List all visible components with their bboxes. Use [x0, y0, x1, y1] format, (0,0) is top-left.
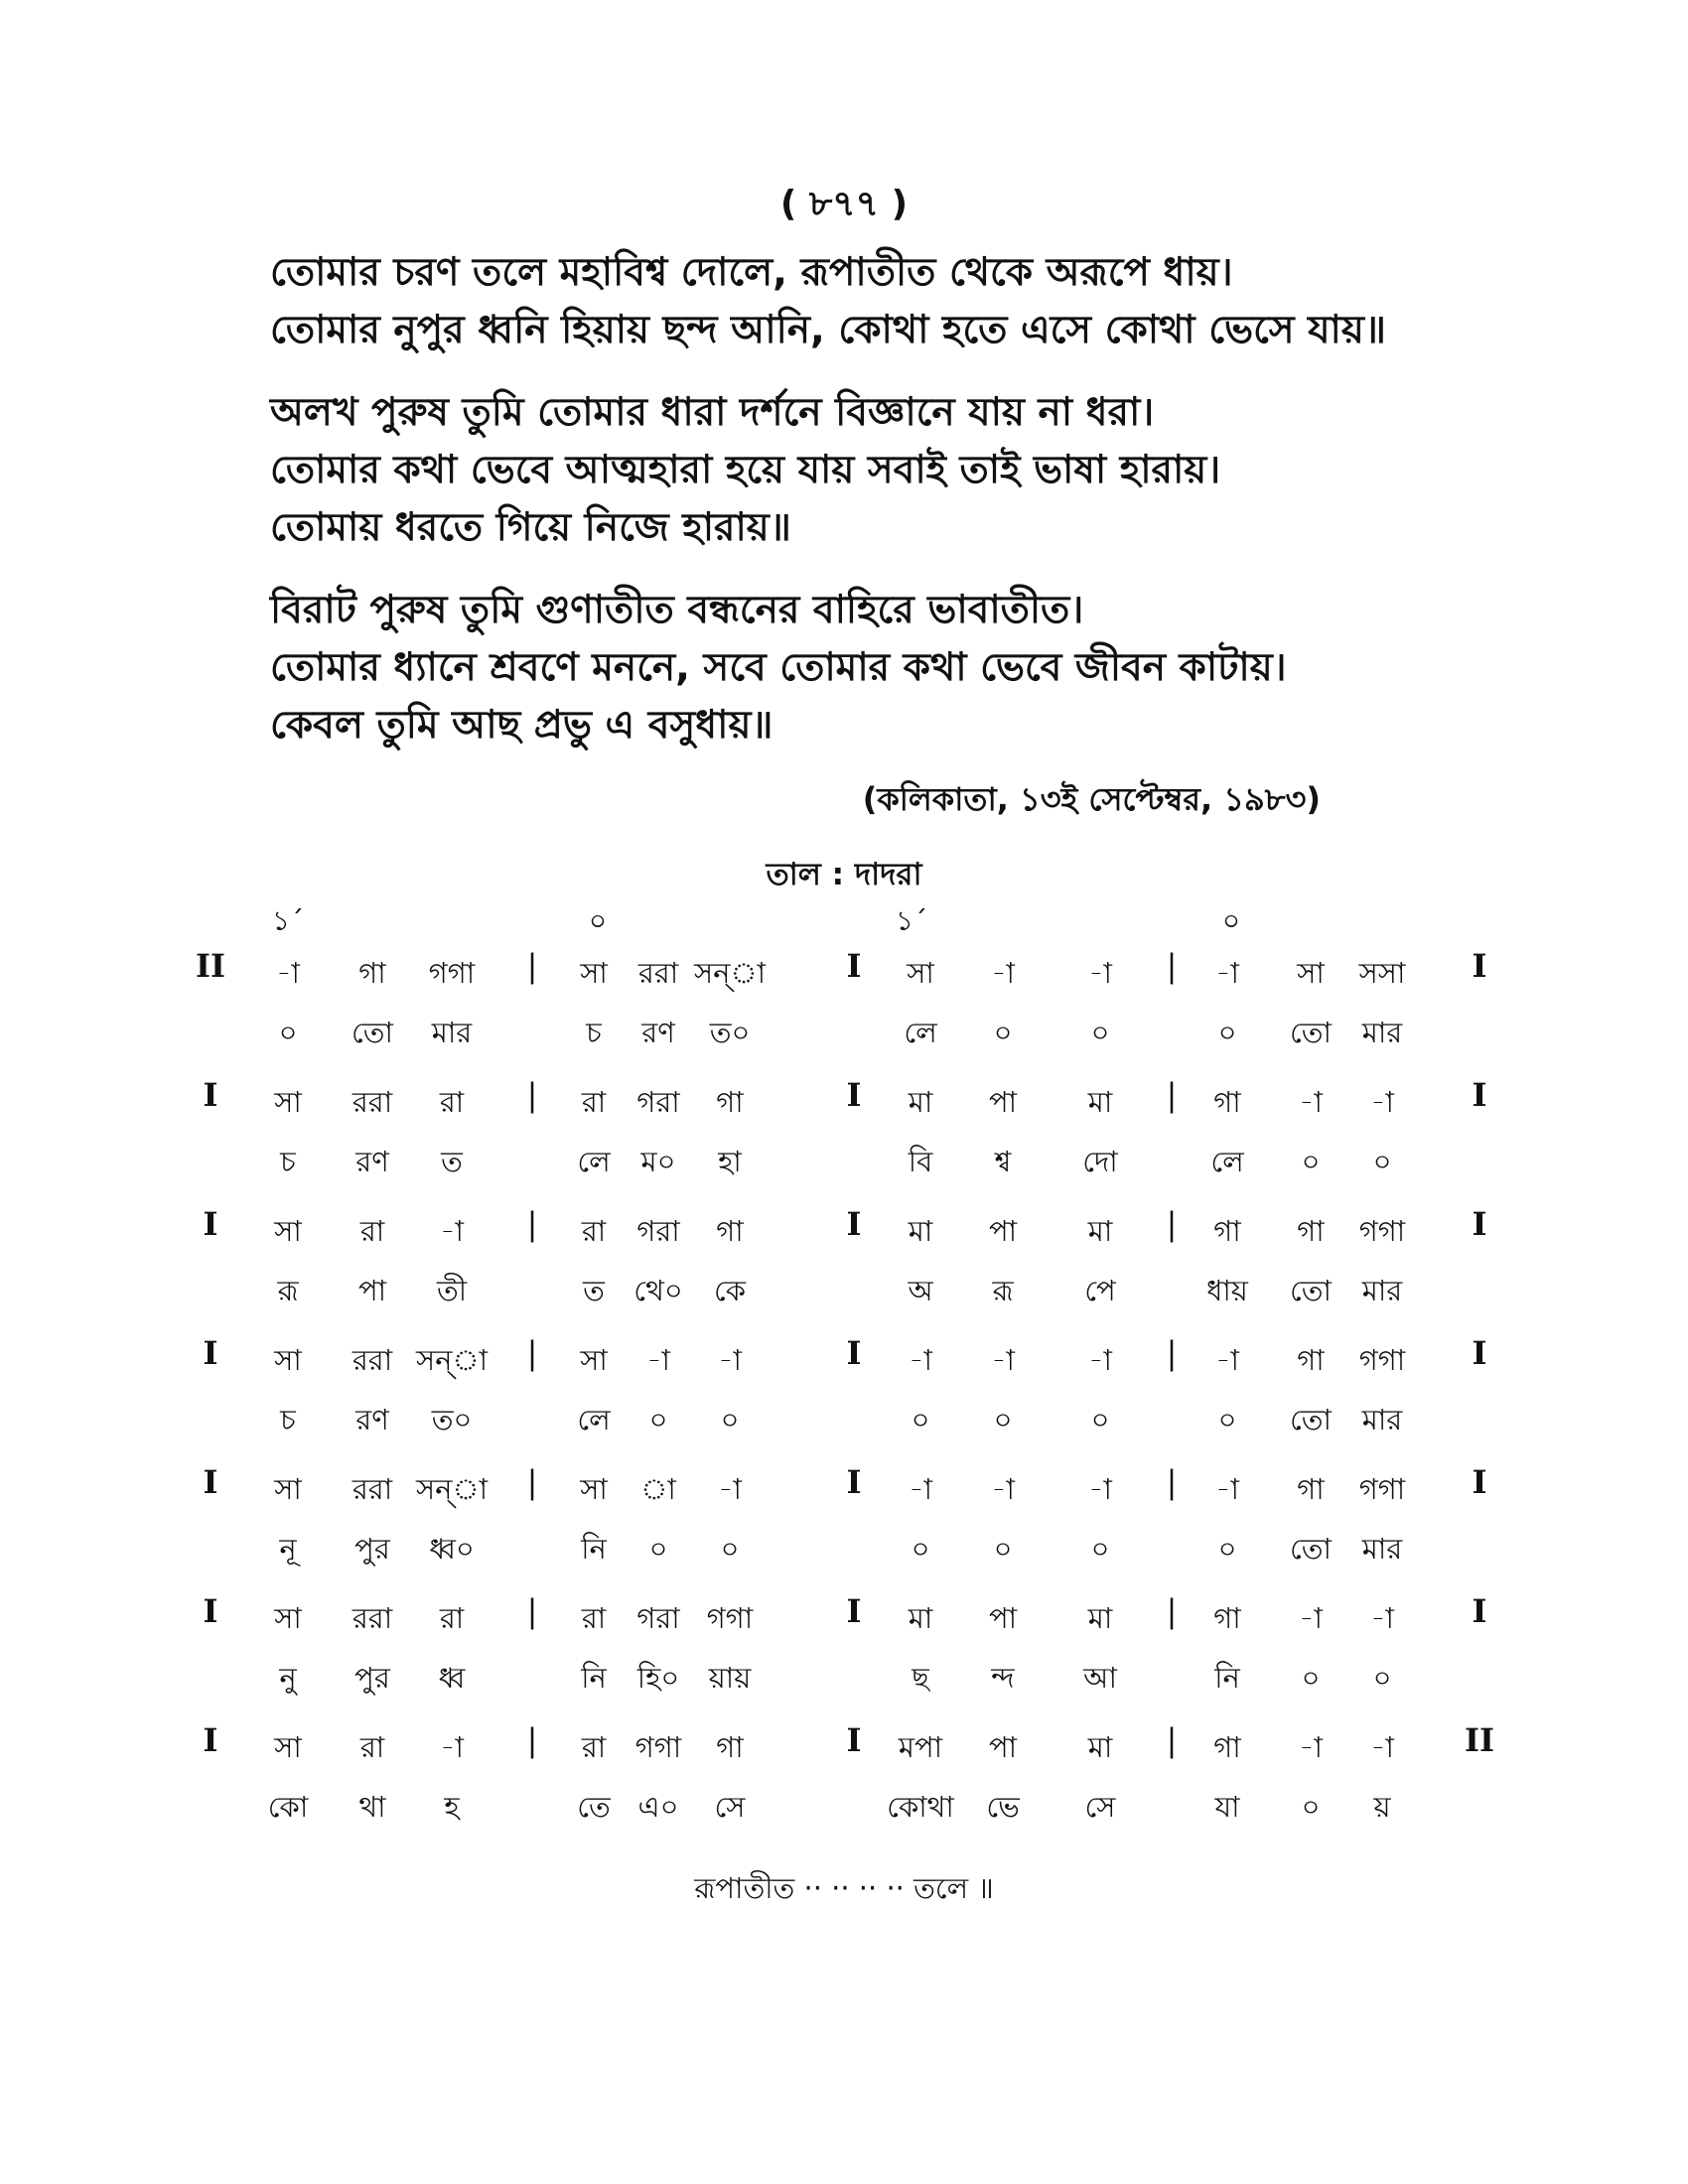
lyric-syllable: ত০ [431, 1403, 473, 1436]
lyric-syllable: ০ [993, 1532, 1013, 1566]
swara-note: মা [908, 1601, 933, 1635]
lyric-syllable: পা [357, 1274, 387, 1307]
swara-note: গগা [428, 956, 476, 990]
lyric-syllable: রণ [355, 1145, 389, 1178]
swara-note: সন্া [415, 1343, 489, 1377]
lyric-syllable: দো [1082, 1145, 1118, 1178]
lyric-line: বিরাট পুরুষ তুমি গুণাতীত বন্ধনের বাহিরে ভাবাতীত। [270, 588, 1084, 632]
lyric-line: তোমার কথা ভেবে আত্মহারা হয়ে যায় সবাই তাই ভাষা হারায়। [270, 448, 1221, 492]
lyric-syllable: রণ [355, 1403, 389, 1436]
lyric-syllable: ত [441, 1145, 463, 1178]
lyric-syllable: ০ [1372, 1145, 1392, 1178]
bar-line-end: I [1472, 1334, 1487, 1372]
swara-note: পা [988, 1730, 1018, 1764]
notation-row [0, 1205, 1688, 1338]
beat-mark: ০ [1221, 904, 1241, 937]
lyric-syllable: ছ [912, 1661, 929, 1695]
swara-note: সা [274, 1343, 302, 1377]
lyric-syllable: মার [1361, 1274, 1403, 1307]
bar-line: | [526, 1076, 538, 1114]
swara-note: রা [581, 1085, 607, 1119]
swara-note: মা [1087, 1730, 1113, 1764]
swara-note: -া [646, 1343, 670, 1377]
swara-note: গা [1213, 1085, 1241, 1119]
bar-line-start: I [203, 1463, 218, 1501]
bar-line: | [1166, 1463, 1178, 1501]
bar-line-start: I [203, 1334, 218, 1372]
bar-line: I [846, 947, 862, 985]
lyric-syllable: থা [358, 1790, 386, 1824]
swara-note: মা [1087, 1601, 1113, 1635]
lyric-syllable: ০ [1301, 1661, 1321, 1695]
swara-note: রা [439, 1085, 465, 1119]
swara-note: সা [1297, 956, 1325, 990]
swara-note: গা [1297, 1472, 1325, 1506]
swara-note: সসা [1358, 956, 1406, 990]
lyric-syllable: তো [1290, 1403, 1332, 1436]
stanza-1 [270, 244, 1412, 359]
swara-note: -া [718, 1472, 742, 1506]
bar-line: | [1166, 947, 1178, 985]
notation-row [0, 1463, 1688, 1596]
beat-mark: ১´ [895, 904, 928, 937]
swara-note: মা [908, 1214, 933, 1248]
bar-line-start: I [203, 1721, 218, 1759]
swara-note: -া [1215, 1343, 1239, 1377]
swara-note: -া [1370, 1085, 1394, 1119]
lyric-syllable: কোথা [887, 1790, 954, 1824]
swara-note: -া [1088, 956, 1112, 990]
stanza-2 [270, 384, 1412, 557]
bar-line-end: I [1472, 1463, 1487, 1501]
bar-line-end: I [1472, 1205, 1487, 1243]
lyric-syllable: পুর [354, 1661, 390, 1695]
bar-line: I [846, 1463, 862, 1501]
lyric-syllable: ০ [720, 1403, 740, 1436]
swara-note: গরা [636, 1214, 680, 1248]
lyric-syllable: নু [279, 1661, 297, 1695]
bar-line: I [846, 1334, 862, 1372]
swara-note: গগা [1358, 1472, 1406, 1506]
lyric-syllable: ভে [986, 1790, 1020, 1824]
lyric-syllable: ০ [1090, 1016, 1110, 1049]
bar-line: | [1166, 1592, 1178, 1630]
swara-note: া [640, 1472, 676, 1506]
lyric-syllable: লে [1210, 1145, 1244, 1178]
lyric-syllable: ম০ [640, 1145, 676, 1178]
bar-line: I [846, 1721, 862, 1759]
bar-line: | [526, 1463, 538, 1501]
swara-note: রা [581, 1601, 607, 1635]
lyric-syllable: যা [1214, 1790, 1240, 1824]
lyric-line: তোমায় ধরতে গিয়ে নিজে হারায়॥ [270, 505, 791, 550]
swara-note: গা [716, 1085, 744, 1119]
lyric-syllable: অ [908, 1274, 933, 1307]
swara-note: -া [909, 1343, 932, 1377]
bar-line: I [846, 1592, 862, 1630]
swara-note: -া [1088, 1472, 1112, 1506]
swara-note: রা [581, 1730, 607, 1764]
swara-note: সা [580, 956, 608, 990]
swara-note: গা [716, 1730, 744, 1764]
lyric-line: তোমার ধ্যানে শ্রবণে মননে, সবে তোমার কথা ভেবে জীবন কাটায়। [270, 645, 1287, 690]
swara-note: -া [276, 956, 300, 990]
swara-note: সা [274, 1730, 302, 1764]
bar-line-end: I [1472, 947, 1487, 985]
swara-note: ররা [352, 1085, 393, 1119]
swara-note: -া [1370, 1601, 1394, 1635]
lyric-syllable: ত০ [709, 1016, 751, 1049]
swara-note: ররা [352, 1472, 393, 1506]
swara-note: -া [991, 956, 1015, 990]
swara-note: রা [359, 1730, 385, 1764]
swara-note: গা [716, 1214, 744, 1248]
swara-note: গগা [1358, 1214, 1406, 1248]
swara-note: সা [274, 1601, 302, 1635]
lyric-line: তোমার চরণ তলে মহাবিশ্ব দোলে, রূপাতীত থেকে অরূপে ধায়। [270, 250, 1233, 295]
lyric-syllable: ০ [993, 1403, 1013, 1436]
lyric-syllable: থে০ [633, 1274, 683, 1307]
song-lyrics [270, 244, 1412, 779]
bar-line-start: I [203, 1205, 218, 1243]
lyric-line: কেবল তুমি আছ প্রভু এ বসুধায়॥ [270, 703, 774, 748]
lyric-syllable: নি [581, 1661, 607, 1695]
lyric-syllable: নি [1214, 1661, 1240, 1695]
lyric-syllable: কো [267, 1790, 309, 1824]
bar-line: | [526, 1334, 538, 1372]
bar-line-start: I [203, 1592, 218, 1630]
lyric-syllable: নি [581, 1532, 607, 1566]
dateline: (কলিকাতা, ১৩ই সেপ্টেম্বর, ১৯৮৩) [862, 780, 1321, 818]
swara-note: গা [1213, 1601, 1241, 1635]
lyric-syllable: ত [583, 1274, 605, 1307]
lyric-syllable: ০ [278, 1016, 298, 1049]
swara-note: মা [1087, 1214, 1113, 1248]
swara-note: গগা [1358, 1343, 1406, 1377]
swara-note: রা [439, 1601, 465, 1635]
notation-row [0, 947, 1688, 1080]
lyric-syllable: রণ [641, 1016, 675, 1049]
swara-note: গা [1297, 1343, 1325, 1377]
swara-note: -া [440, 1730, 464, 1764]
swara-note: রা [581, 1214, 607, 1248]
stanza-3 [270, 582, 1412, 754]
lyric-syllable: ০ [648, 1403, 668, 1436]
lyric-syllable: ০ [1090, 1532, 1110, 1566]
lyric-syllable: ধ্ব০ [429, 1532, 475, 1566]
lyric-syllable: চ [586, 1016, 602, 1049]
lyric-syllable: তী [436, 1274, 468, 1307]
lyric-syllable: সে [714, 1790, 746, 1824]
swara-note: -া [718, 1343, 742, 1377]
lyric-syllable: কে [713, 1274, 747, 1307]
lyric-syllable: সে [1084, 1790, 1116, 1824]
lyric-syllable: তো [1290, 1016, 1332, 1049]
lyric-syllable: চ [280, 1403, 296, 1436]
notation-row [0, 1076, 1688, 1209]
lyric-syllable: ০ [993, 1016, 1013, 1049]
tala-label: তাল : দাদরা [766, 857, 922, 892]
bar-line: I [846, 1205, 862, 1243]
bar-line: | [526, 1592, 538, 1630]
lyric-syllable: ০ [1217, 1532, 1237, 1566]
swara-note: -া [909, 1472, 932, 1506]
swara-note: সন্া [415, 1472, 489, 1506]
lyric-syllable: মার [431, 1016, 473, 1049]
lyric-syllable: মার [1361, 1403, 1403, 1436]
lyric-syllable: হ [444, 1790, 460, 1824]
swara-note: গরা [636, 1085, 680, 1119]
swara-note: -া [1088, 1343, 1112, 1377]
lyric-syllable: তে [577, 1790, 611, 1824]
lyric-syllable: তো [352, 1016, 393, 1049]
swara-note: ররা [352, 1343, 393, 1377]
swara-note: মা [908, 1085, 933, 1119]
lyric-syllable: নূ [279, 1532, 297, 1566]
bar-line-end: II [1465, 1721, 1494, 1759]
bar-line: | [526, 947, 538, 985]
lyric-syllable: চ [280, 1145, 296, 1178]
swara-note: ররা [637, 956, 679, 990]
lyric-syllable: পুর [354, 1532, 390, 1566]
bar-line: I [846, 1076, 862, 1114]
swara-note: গা [1297, 1214, 1325, 1248]
swara-note: সা [580, 1343, 608, 1377]
lyric-syllable: ০ [720, 1532, 740, 1566]
lyric-syllable: মার [1361, 1532, 1403, 1566]
page-number: ( ৮৭৭ ) [779, 184, 909, 224]
swara-note: গা [1213, 1214, 1241, 1248]
bar-line-end: I [1472, 1592, 1487, 1630]
swara-note: মা [1087, 1085, 1113, 1119]
swara-note: সা [580, 1472, 608, 1506]
swara-note: পা [988, 1601, 1018, 1635]
lyric-syllable: ন্দ [991, 1661, 1015, 1695]
swara-note: -া [1215, 956, 1239, 990]
swara-note: -া [1370, 1730, 1394, 1764]
lyric-syllable: ০ [1217, 1016, 1237, 1049]
lyric-syllable: তো [1290, 1532, 1332, 1566]
swara-note: গা [1213, 1730, 1241, 1764]
swara-note: সা [907, 956, 934, 990]
bar-line-end: I [1472, 1076, 1487, 1114]
beat-mark: ০ [588, 904, 608, 937]
swara-note: রা [359, 1214, 385, 1248]
lyric-syllable: য়ায় [708, 1661, 752, 1695]
lyric-syllable: হা [718, 1145, 742, 1178]
bar-line-start: II [196, 947, 225, 985]
lyric-syllable: পে [1084, 1274, 1116, 1307]
refrain-line: রূপাতীত ·· ·· ·· ·· তলে ॥ [694, 1871, 994, 1905]
swara-note: -া [1299, 1730, 1323, 1764]
swara-note: -া [1299, 1085, 1323, 1119]
lyric-syllable: য় [1373, 1790, 1391, 1824]
lyric-syllable: আ [1083, 1661, 1117, 1695]
lyric-syllable: তো [1290, 1274, 1332, 1307]
lyric-syllable: ০ [911, 1403, 930, 1436]
swara-note: সা [274, 1214, 302, 1248]
swara-note: পা [988, 1214, 1018, 1248]
swara-note: ররা [352, 1601, 393, 1635]
lyric-syllable: রূ [277, 1274, 299, 1307]
lyric-syllable: ০ [1090, 1403, 1110, 1436]
swara-note: গগা [634, 1730, 682, 1764]
bar-line: | [1166, 1076, 1178, 1114]
lyric-syllable: রূ [992, 1274, 1014, 1307]
lyric-syllable: লে [904, 1016, 937, 1049]
lyric-syllable: মার [1361, 1016, 1403, 1049]
lyric-syllable: ০ [1217, 1403, 1237, 1436]
swara-note: গা [358, 956, 386, 990]
lyric-syllable: হি০ [636, 1661, 680, 1695]
swara-note: সা [274, 1472, 302, 1506]
swara-note: -া [1215, 1472, 1239, 1506]
notation-row [0, 1334, 1688, 1467]
swara-note: সন্া [693, 956, 767, 990]
lyric-syllable: ধায় [1206, 1274, 1248, 1307]
swara-note: মপা [898, 1730, 943, 1764]
lyric-line: তোমার নুপুর ধ্বনি হিয়ায় ছন্দ আনি, কোথা হতে এসে কোথা ভেসে যায়॥ [270, 308, 1386, 352]
bar-line-start: I [203, 1076, 218, 1114]
lyric-syllable: ০ [648, 1532, 668, 1566]
swara-note: গগা [706, 1601, 754, 1635]
beat-mark: ১´ [271, 904, 305, 937]
bar-line: | [526, 1205, 538, 1243]
swara-note: সা [274, 1085, 302, 1119]
lyric-syllable: লে [577, 1403, 611, 1436]
lyric-syllable: ০ [1301, 1145, 1321, 1178]
lyric-syllable: ০ [911, 1532, 930, 1566]
bar-line: | [1166, 1334, 1178, 1372]
notation-row [0, 1592, 1688, 1725]
swara-note: -া [440, 1214, 464, 1248]
swara-note: পা [988, 1085, 1018, 1119]
bar-line: | [526, 1721, 538, 1759]
lyric-syllable: ধ্ব [438, 1661, 466, 1695]
swara-note: -া [1299, 1601, 1323, 1635]
lyric-syllable: লে [577, 1145, 611, 1178]
swara-note: -া [991, 1343, 1015, 1377]
bar-line: | [1166, 1721, 1178, 1759]
lyric-line: অলখ পুরুষ তুমি তোমার ধারা দর্শনে বিজ্ঞানে যায় না ধরা। [270, 390, 1155, 435]
notation-row [0, 1721, 1688, 1854]
lyric-syllable: ০ [1372, 1661, 1392, 1695]
bar-line: | [1166, 1205, 1178, 1243]
swara-note: -া [991, 1472, 1015, 1506]
lyric-syllable: এ০ [637, 1790, 679, 1824]
lyric-syllable: বি [908, 1145, 933, 1178]
lyric-syllable: ০ [1301, 1790, 1321, 1824]
swara-note: গরা [636, 1601, 680, 1635]
lyric-syllable: শ্ব [994, 1145, 1012, 1178]
beat-marks [0, 899, 1688, 939]
